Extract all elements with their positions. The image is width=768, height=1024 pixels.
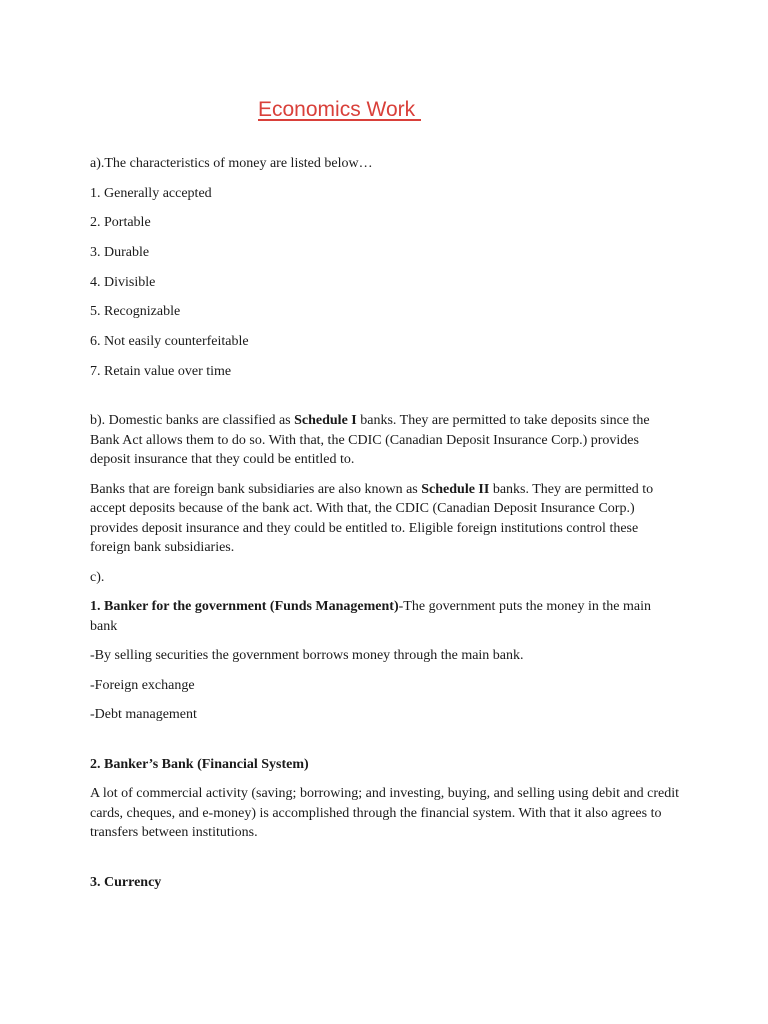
schedule-i-term: Schedule I bbox=[294, 413, 357, 429]
section-c bbox=[90, 568, 680, 893]
function-1-point: -Foreign exchange bbox=[90, 677, 195, 693]
section-c-label: c). bbox=[90, 569, 105, 585]
function-1-heading-suffix: -The government puts the money in the main bank bbox=[90, 599, 651, 634]
characteristics-list bbox=[90, 184, 680, 382]
function-2 bbox=[90, 755, 680, 843]
list-item: 7. Retain value over time bbox=[90, 363, 232, 379]
section-b-p1-suffix: banks. They are permitted to take deposits since the Bank Act allows them to do so. With that, the CDIC (Canadian Deposit Insurance Corp.) provides deposit insurance that they could be entitled to. bbox=[90, 413, 650, 468]
section-a bbox=[90, 154, 680, 381]
section-b bbox=[90, 411, 680, 558]
function-1-point: -By selling securities the government borrows money through the main bank. bbox=[90, 648, 524, 664]
function-2-heading: 2. Banker’s Bank (Financial System) bbox=[90, 756, 309, 772]
section-b-paragraph-2 bbox=[90, 480, 680, 558]
section-b-p2-prefix: Banks that are foreign bank subsidiaries are also known as bbox=[90, 481, 422, 497]
function-1-heading-paragraph bbox=[90, 597, 680, 636]
function-3 bbox=[90, 873, 680, 893]
document-body bbox=[90, 154, 680, 902]
function-3-heading: 3. Currency bbox=[90, 874, 162, 890]
section-b-p1-prefix: b). Domestic banks are classified as bbox=[90, 413, 295, 429]
document-title: Economics Work bbox=[258, 98, 421, 121]
list-item: 1. Generally accepted bbox=[90, 185, 212, 201]
function-1-heading: 1. Banker for the government (Funds Management) bbox=[90, 599, 399, 615]
list-item: 5. Recognizable bbox=[90, 304, 181, 320]
list-item: 6. Not easily counterfeitable bbox=[90, 333, 249, 349]
function-3-heading-paragraph bbox=[90, 873, 680, 893]
function-1-point: -Debt management bbox=[90, 707, 197, 723]
section-a-intro: a).The characteristics of money are listed below… bbox=[90, 156, 373, 171]
schedule-ii-term: Schedule II bbox=[421, 481, 490, 497]
list-item: 4. Divisible bbox=[90, 274, 156, 290]
list-item: 2. Portable bbox=[90, 215, 151, 231]
function-2-heading-paragraph bbox=[90, 755, 680, 775]
section-b-paragraph-1 bbox=[90, 411, 680, 470]
section-b-p2-suffix: banks. They are permitted to accept deposits because of the bank act. With that, the CDIC (Canadian Deposit Insurance Corp.) provides deposit insurance and they could be entitled to. Eligible foreign institutions control these foreign bank subsidiaries. bbox=[90, 481, 654, 556]
function-2-text: A lot of commercial activity (saving; borrowing; and investing, buying, and selling using debit and credit cards, cheques, and e-money) is accomplished through the financial system. With that it also agrees to transfers between institutions. bbox=[90, 786, 680, 841]
list-item: 3. Durable bbox=[90, 244, 150, 260]
function-1 bbox=[90, 597, 680, 725]
